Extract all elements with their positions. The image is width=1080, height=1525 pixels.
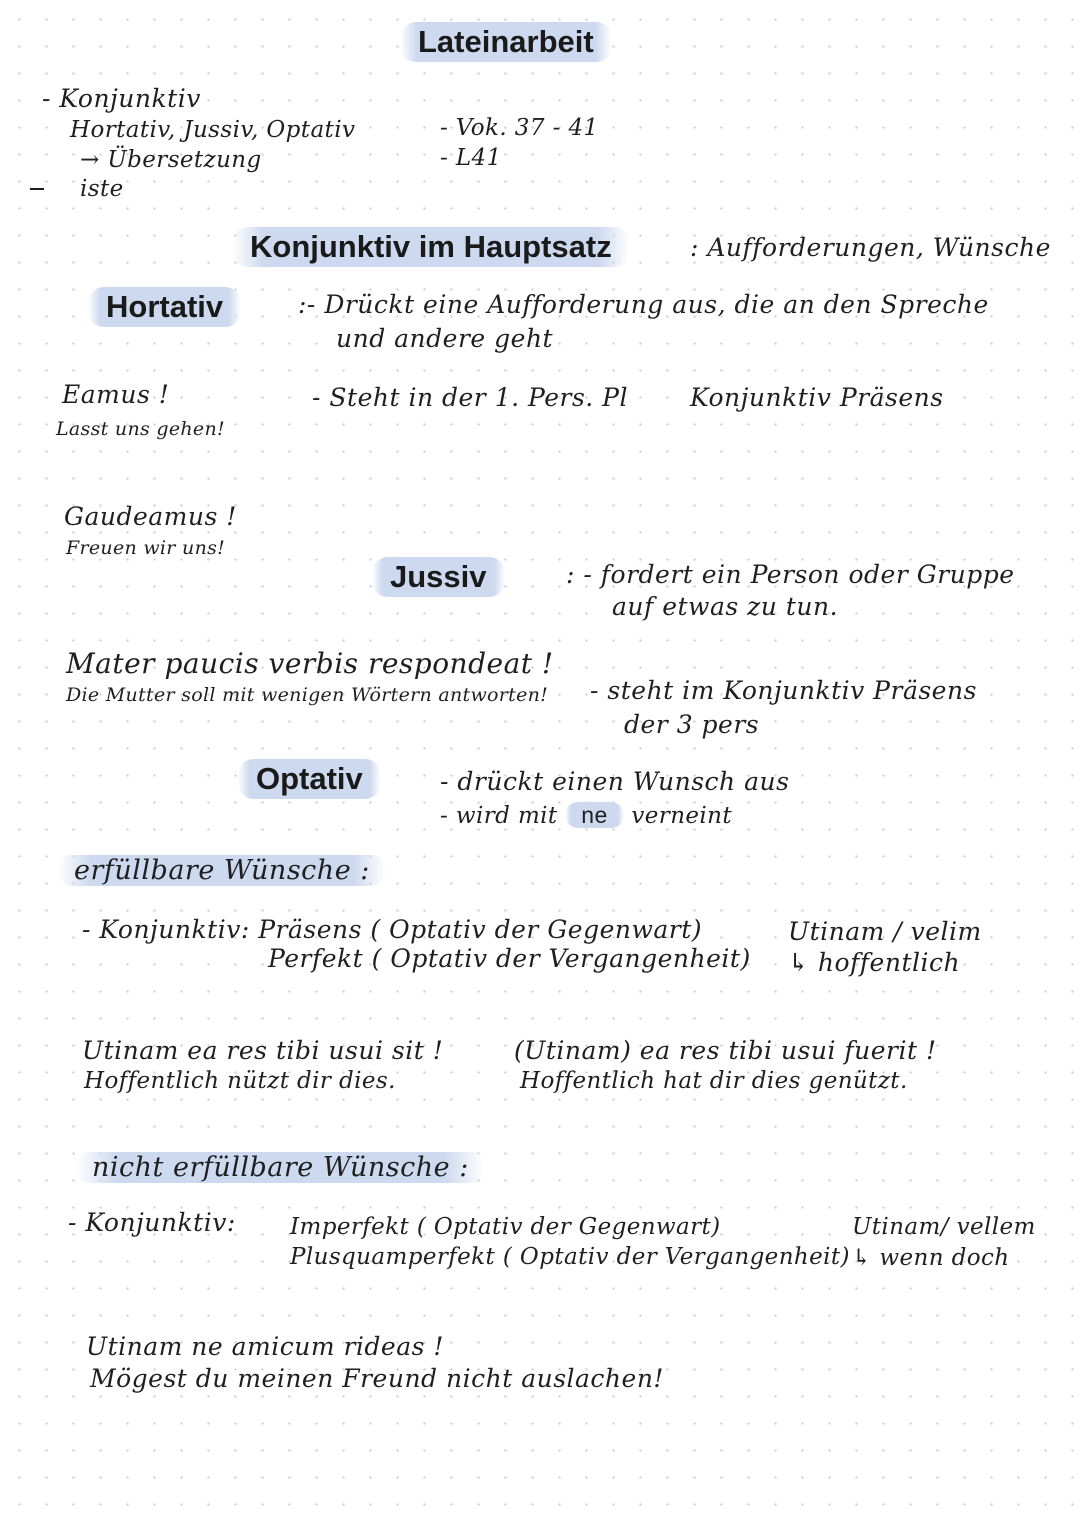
erfuellbar-particle: Utinam / velim	[788, 917, 982, 946]
topic-translation: → Übersetzung	[80, 147, 262, 173]
topic-iste: iste	[80, 176, 124, 202]
topic-types: Hortativ, Jussiv, Optativ	[70, 117, 356, 143]
erfuellbar-example2-german: Hoffentlich hat dir dies genützt.	[520, 1068, 908, 1094]
optativ-heading: Optativ	[238, 759, 381, 799]
optativ-def1: - drückt einen Wunsch aus	[440, 767, 790, 796]
nicht-erfuellbar-example-german: Mögest du meinen Freund nicht auslachen!	[90, 1364, 664, 1393]
hortativ-form: - Steht in der 1. Pers. Pl	[312, 383, 628, 412]
jussiv-def-line1: : - fordert ein Person oder Gruppe	[566, 560, 1015, 589]
hortativ-example2-latin: Gaudeamus !	[64, 502, 237, 531]
hortativ-mood: Konjunktiv Präsens	[690, 383, 944, 412]
main-heading-note: : Aufforderungen, Wünsche	[690, 233, 1051, 262]
hortativ-example-latin: Eamus !	[62, 380, 170, 409]
topic-lesson: - L41	[440, 145, 502, 171]
nicht-erfuellbar-label: - Konjunktiv:	[68, 1208, 236, 1237]
nicht-erfuellbar-line1: Imperfekt ( Optativ der Gegenwart)	[290, 1214, 721, 1240]
jussiv-def-line2: auf etwas zu tun.	[612, 592, 839, 621]
nicht-erfuellbar-line2: Plusquamperfekt ( Optativ der Vergangenheit)	[290, 1244, 850, 1270]
hortativ-def-line2: und andere geht	[336, 324, 554, 353]
optativ-def2-post: verneint	[631, 803, 733, 829]
nicht-erfuellbar-heading: nicht erfüllbare Wünsche :	[76, 1152, 485, 1183]
jussiv-form-line2: der 3 pers	[624, 710, 760, 739]
jussiv-example-german: Die Mutter soll mit wenigen Wörtern antworten!	[66, 684, 549, 706]
erfuellbar-example1-german: Hoffentlich nützt dir dies.	[84, 1068, 396, 1094]
erfuellbar-example2-latin: (Utinam) ea res tibi usui fuerit !	[514, 1036, 937, 1065]
jussiv-heading: Jussiv	[372, 557, 505, 597]
erfuellbar-line2: Perfekt ( Optativ der Vergangenheit)	[268, 944, 751, 973]
hortativ-def-line1: :- Drückt eine Aufforderung aus, die an den Spreche	[298, 290, 989, 319]
optativ-ne-highlight: ne	[565, 802, 623, 828]
topic-vocab: - Vok. 37 - 41	[440, 115, 599, 141]
dash-mark	[30, 188, 44, 190]
topic-konjunktiv: - Konjunktiv	[42, 84, 201, 113]
optativ-def2-pre: - wird mit	[440, 803, 558, 829]
optativ-def2	[440, 802, 732, 829]
erfuellbar-line1: - Konjunktiv: Präsens ( Optativ der Gegenwart)	[82, 915, 703, 944]
erfuellbar-heading: erfüllbare Wünsche :	[58, 855, 386, 886]
nicht-erfuellbar-particle: Utinam/ vellem	[852, 1214, 1036, 1240]
hortativ-example-german: Lasst uns gehen!	[56, 418, 225, 440]
main-heading: Konjunktiv im Hauptsatz	[232, 227, 630, 267]
jussiv-example-latin: Mater paucis verbis respondeat !	[66, 647, 554, 680]
hortativ-example2-german: Freuen wir uns!	[66, 537, 226, 559]
erfuellbar-example1-latin: Utinam ea res tibi usui sit !	[82, 1036, 444, 1065]
nicht-erfuellbar-example-latin: Utinam ne amicum rideas !	[86, 1332, 444, 1361]
jussiv-form-line1: - steht im Konjunktiv Präsens	[590, 676, 977, 705]
erfuellbar-particle-meaning: ↳ hoffentlich	[788, 948, 961, 977]
hortativ-heading: Hortativ	[88, 287, 241, 327]
page-title: Lateinarbeit	[400, 22, 612, 62]
nicht-erfuellbar-particle-meaning: ↳ wenn doch	[852, 1245, 1010, 1271]
